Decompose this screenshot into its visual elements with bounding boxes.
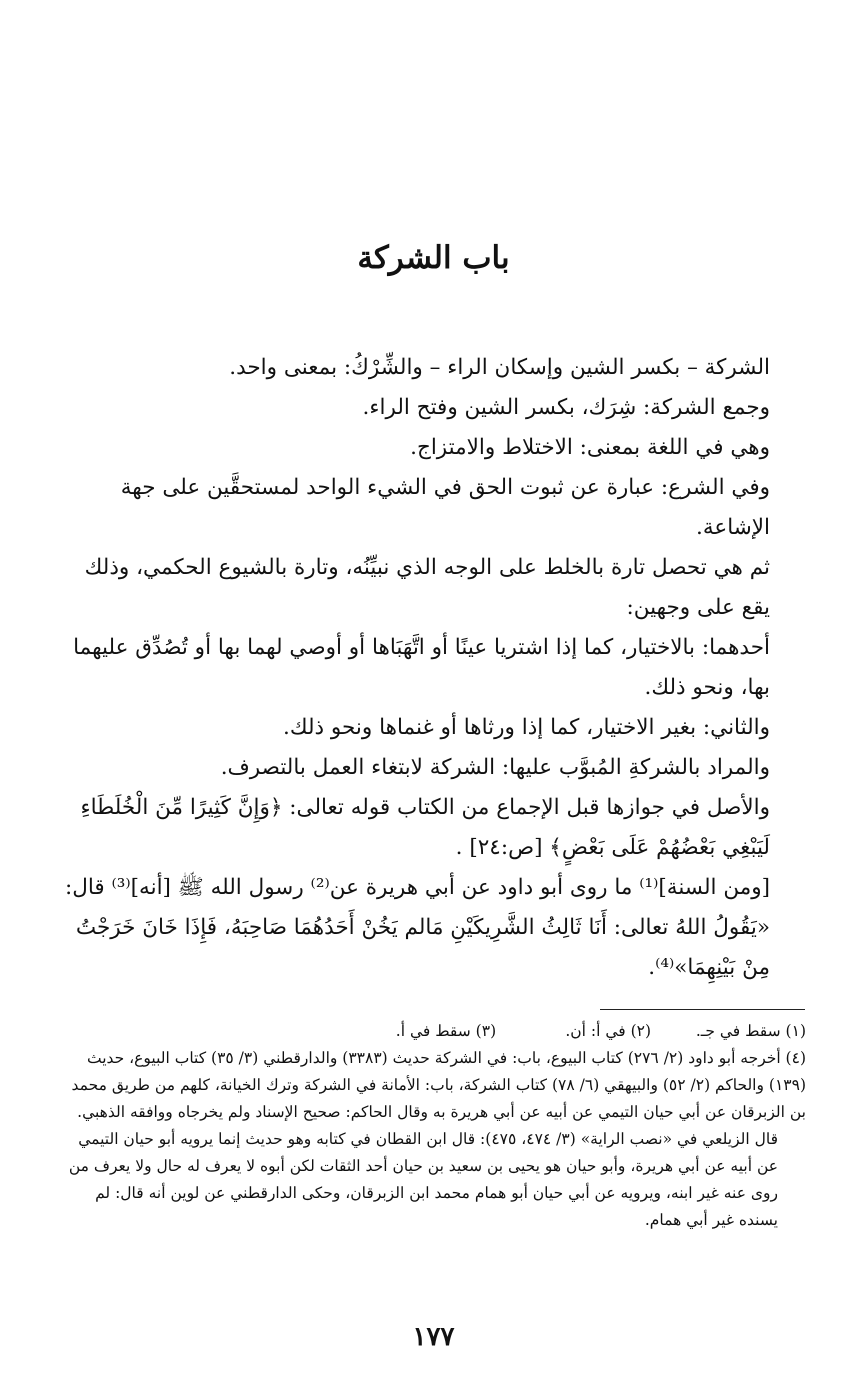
paragraph: أحدهما: بالاختيار، كما إذا اشتريا عينًا أو اتَّهَبَاها أو أوصي لهما بها أو تُصُدِّق عليهما بها، ونحو ذلك. <box>73 635 770 700</box>
footnotes <box>60 1018 806 1234</box>
paragraph: [ومن السنة]⁽¹⁾ ما روى أبو داود عن أبي هريرة عن⁽²⁾ رسول الله ﷺ [أنه]⁽³⁾ قال: «يَقُولُ اللهُ تعالى: أَنَا ثَالِثُ الشَّرِيكَيْنِ مَالم يَخُنْ أَحَدُهُمَا صَاحِبَهُ، فَإِذَا خَانَ خَرَجْتُ مِنْ بَيْنِهِمَا»⁽⁴⁾. <box>64 875 770 980</box>
footnote: (٢) في أ: أن. <box>565 1022 652 1040</box>
paragraph: ثم هي تحصل تارة بالخلط على الوجه الذي نبيِّنُه، وتارة بالشيوع الحكمي، وذلك يقع على وجهين: <box>84 555 770 620</box>
paragraph: وهي في اللغة بمعنى: الاختلاط والامتزاج. <box>410 435 770 460</box>
paragraph: وجمع الشركة: شِرَك، بكسر الشين وفتح الراء. <box>362 395 770 420</box>
paragraph: والمراد بالشركةِ المُبوَّب عليها: الشركة لابتغاء العمل بالتصرف. <box>220 755 770 780</box>
paragraph: وفي الشرع: عبارة عن ثبوت الحق في الشيء الواحد لمستحقَّين على جهة الإشاعة. <box>120 475 770 540</box>
footnote: (٤) أخرجه أبو داود (٢/ ٢٧٦) كتاب البيوع، باب: في الشركة حديث (٣٣٨٣) والدارقطني (٣/ ٣٥) كتاب البيوع، حديث (١٣٩) والحاكم (٢/ ٥٢) والبيهقي (٦/ ٧٨) كتاب الشركة، باب: الأمانة في الشركة وترك الخيانة، كلهم من طريق محمد بن الزبرقان عن أبي حيان التيمي عن أبيه عن أبي هريرة به وقال الحاكم: صحيح الإسناد ولم يخرجاه ووافقه الذهبي. <box>71 1049 806 1121</box>
footnote: (٣) سقط في أ. <box>395 1022 497 1040</box>
paragraph: الشركة – بكسر الشين وإسكان الراء – والشِّرْكُ: بمعنى واحد. <box>229 355 770 380</box>
paragraph: والأصل في جوازها قبل الإجماع من الكتاب قوله تعالى: ﴿وَإِنَّ كَثِيرًا مِّنَ الْخُلَطَاءِ لَيَبْغِي بَعْضُهُمْ عَلَى بَعْضٍ﴾ [ص:٢٤] . <box>80 795 770 860</box>
chapter-title: باب الشركة <box>357 240 510 276</box>
footnote: (١) سقط في جـ. <box>695 1022 806 1040</box>
footnote-short-row <box>60 1018 806 1045</box>
page-number: ١٧٧ <box>412 1322 455 1352</box>
main-text <box>62 348 798 988</box>
footnote-continuation: قال الزيلعي في «نصب الراية» (٣/ ٤٧٤، ٤٧٥): قال ابن القطان في كتابه وهو حديث إنما يرويه أبو حيان التيمي عن أبيه عن أبي هريرة، وأبو حيان هو يحيى بن سعيد بن حيان أحد الثقات لكن أبوه لا يعرف له حال ولا يعرف من روى عنه غير ابنه، ويرويه عن أبي حيان أبو همام محمد ابن الزبرقان، وحكى الدارقطني عن لوين أنه قال: لم يسنده غير أبي همام. <box>68 1130 778 1229</box>
footnote-separator <box>600 1009 805 1010</box>
paragraph: والثاني: بغير الاختيار، كما إذا ورثاها أو غنماها ونحو ذلك. <box>283 715 770 740</box>
